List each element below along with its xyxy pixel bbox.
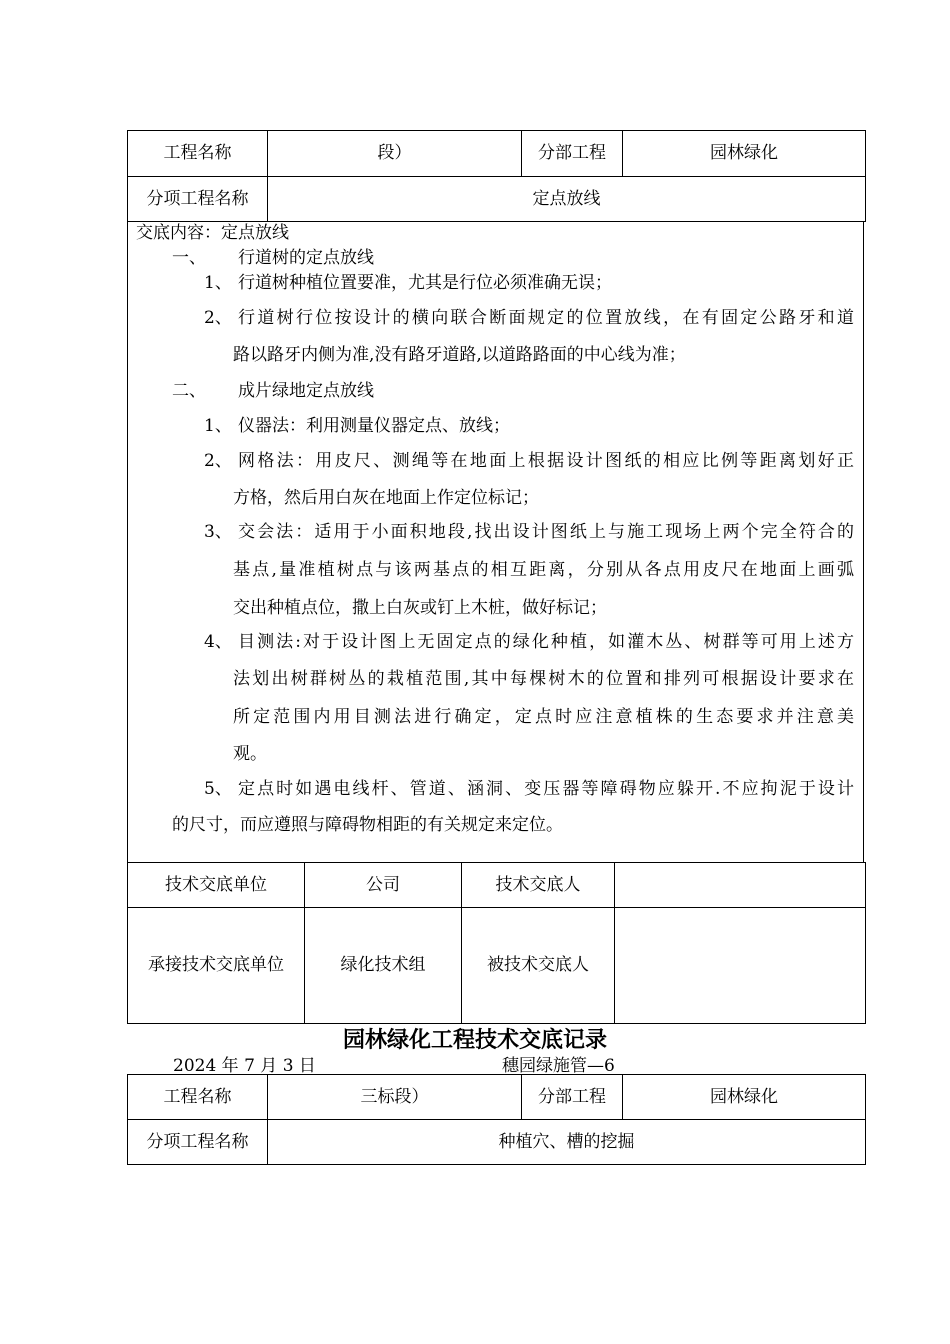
section-1-number: 一、 <box>172 248 206 268</box>
section-2-title: 成片绿地定点放线 <box>238 381 374 401</box>
s2-item-5-number: 5、 <box>204 779 232 799</box>
project-name-value: 三标段） <box>268 1075 522 1120</box>
division-label: 分部工程 <box>522 1075 623 1120</box>
s2-item-4-number: 4、 <box>204 632 232 652</box>
s2-item-2-line-2: 方格，然后用白灰在地面上作定位标记； <box>233 488 539 508</box>
s2-item-4-line-2: 法划出树群树丛的栽植范围,其中每棵树木的位置和排列可根据设计要求在 <box>233 669 854 689</box>
project-name-label: 工程名称 <box>128 131 268 177</box>
record2-document-number: 穗园绿施管—6 <box>502 1056 615 1076</box>
s2-item-1-text: 仪器法：利用测量仪器定点、放线； <box>238 416 510 436</box>
receiving-person-value <box>615 908 866 1024</box>
s2-item-5-line-1: 定点时如遇电线杆、管道、涵洞、变压器等障碍物应躲开.不应拘泥于设计 <box>238 779 854 799</box>
s2-item-4-line-1: 目测法:对于设计图上无固定点的绿化种植，如灌木丛、树群等可用上述方 <box>238 632 854 652</box>
s2-item-3-line-1: 交会法：适用于小面积地段,找出设计图纸上与施工现场上两个完全符合的 <box>238 522 854 542</box>
s2-item-5-line-2: 的尺寸，而应遵照与障碍物相距的有关规定来定位。 <box>172 815 563 835</box>
receiving-unit-value: 绿化技术组 <box>305 908 462 1024</box>
content-heading: 交底内容：定点放线 <box>136 223 289 243</box>
s2-item-2-number: 2、 <box>204 451 232 471</box>
record2-title: 园林绿化工程技术交底记录 <box>342 1028 607 1053</box>
s2-item-3-number: 3、 <box>204 522 232 542</box>
s1-item-1-text: 行道树种植位置要准，尤其是行位必须准确无误； <box>238 273 612 293</box>
receiving-person-label: 被技术交底人 <box>462 908 615 1024</box>
tech-unit-value: 公司 <box>305 863 462 908</box>
subitem-label: 分项工程名称 <box>128 177 268 222</box>
record1-header-table <box>127 130 866 222</box>
section-1-title: 行道树的定点放线 <box>238 248 374 268</box>
subitem-value: 定点放线 <box>268 177 866 222</box>
s2-item-4-line-3: 所定范围内用目测法进行确定，定点时应注意植株的生态要求并注意美 <box>233 707 854 727</box>
record2-header-table <box>127 1074 866 1165</box>
project-name-label: 工程名称 <box>128 1075 268 1120</box>
s1-item-1-number: 1、 <box>204 273 232 293</box>
section-2-number: 二、 <box>172 381 206 401</box>
division-value: 园林绿化 <box>623 131 866 177</box>
tech-person-label: 技术交底人 <box>462 863 615 908</box>
s2-item-4-line-4: 观。 <box>233 744 267 764</box>
tech-unit-label: 技术交底单位 <box>128 863 305 908</box>
record1-signature-table <box>127 862 866 1024</box>
receiving-unit-label: 承接技术交底单位 <box>128 908 305 1024</box>
project-name-value: 段） <box>268 131 522 177</box>
s2-item-1-number: 1、 <box>204 416 232 436</box>
tech-person-value <box>615 863 866 908</box>
subitem-value: 种植穴、槽的挖掘 <box>268 1120 866 1165</box>
division-value: 园林绿化 <box>623 1075 866 1120</box>
division-label: 分部工程 <box>522 131 623 177</box>
s2-item-2-line-1: 网格法：用皮尺、测绳等在地面上根据设计图纸的相应比例等距离划好正 <box>238 451 854 471</box>
record2-date: 2024 年 7 月 3 日 <box>173 1056 316 1076</box>
s2-item-3-line-2: 基点,量准植树点与该两基点的相互距离，分别从各点用皮尺在地面上画弧 <box>233 560 854 580</box>
s2-item-3-line-3: 交出种植点位，撒上白灰或钉上木桩，做好标记； <box>233 598 607 618</box>
s1-item-2-line-2: 路以路牙内侧为准,没有路牙道路,以道路路面的中心线为准； <box>233 345 686 365</box>
s1-item-2-number: 2、 <box>204 308 232 328</box>
s1-item-2-line-1: 行道树行位按设计的横向联合断面规定的位置放线，在有固定公路牙和道 <box>238 308 854 328</box>
subitem-label: 分项工程名称 <box>128 1120 268 1165</box>
